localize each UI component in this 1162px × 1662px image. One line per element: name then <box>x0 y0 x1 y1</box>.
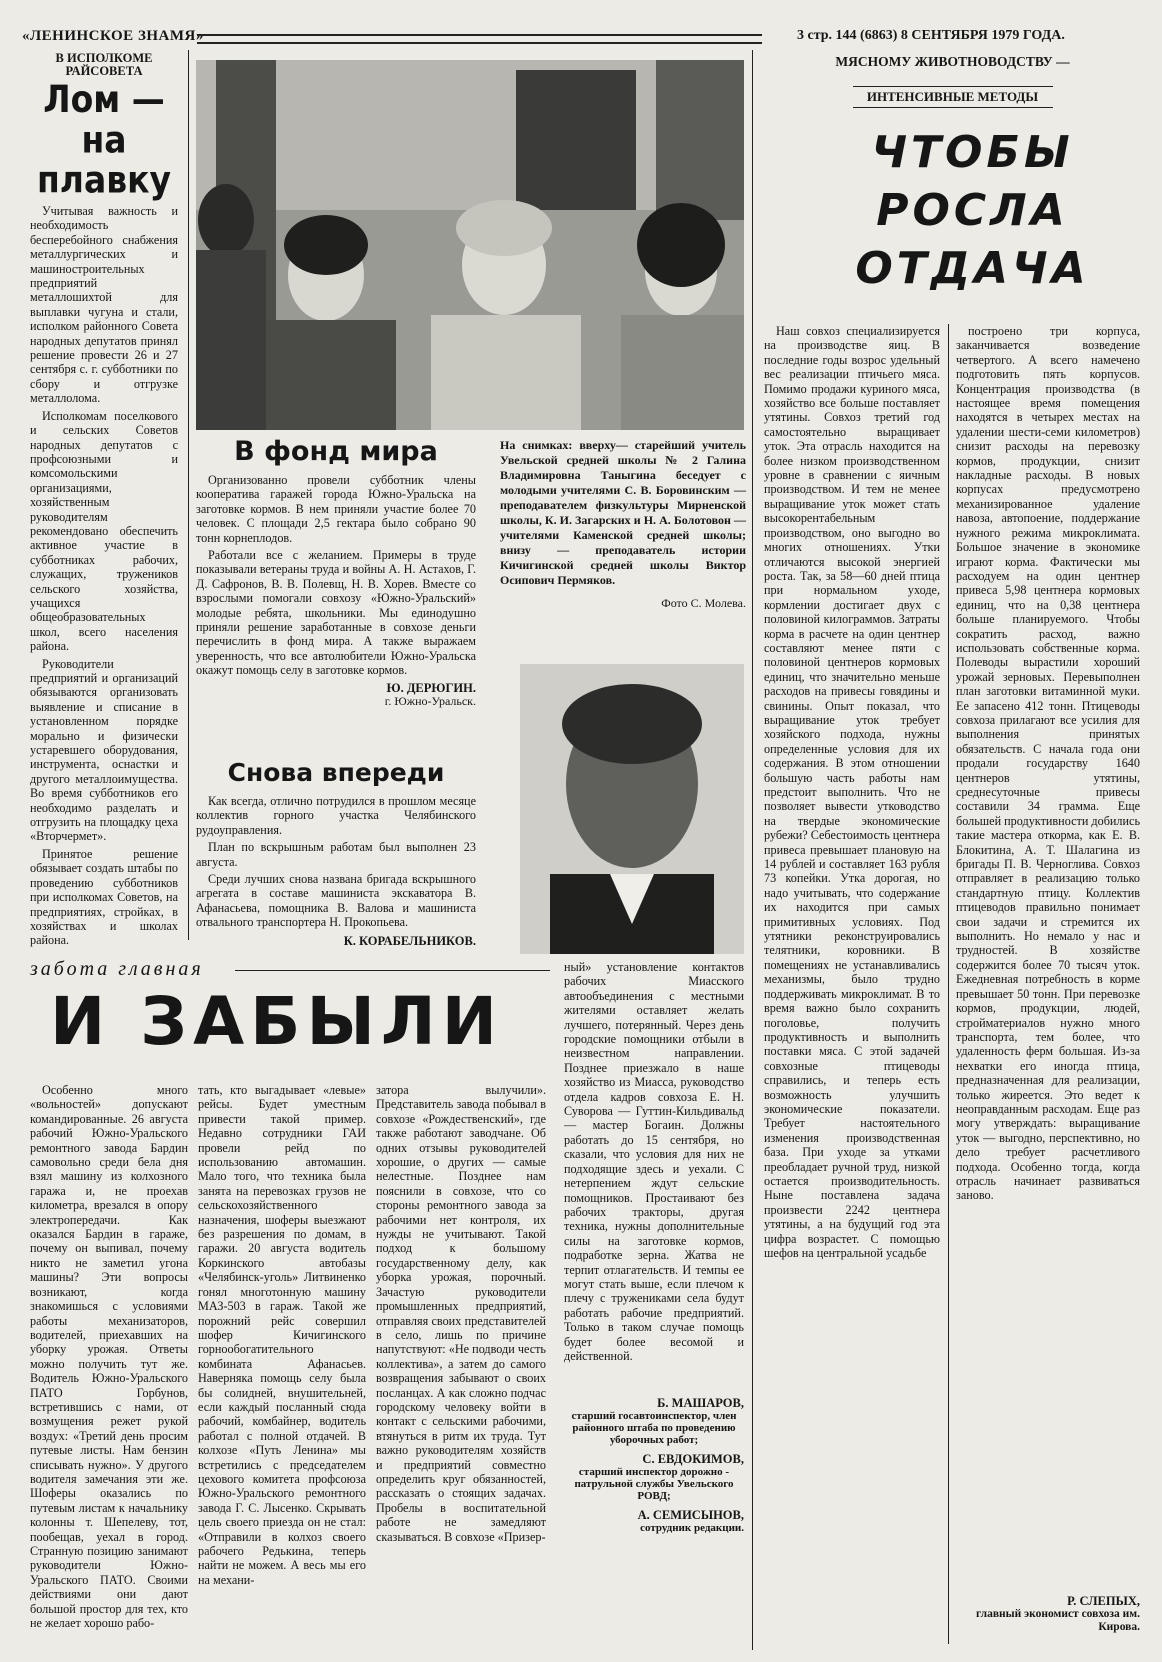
zabyli-col2-text: тать, кто выгадывает «левые» рейсы. Будет уместным привести такой пример. Недавно сотрудники ГАИ провели рейд по использованию автомашин. Мало того, что техника была занята на перевозках грузов не сельскохозяйственного назначения, шоферы выезжают без разрешения по домам, в гаражи. 20 августа водитель Коркинского автобазы «Челябинск-уголь» Литвиненко гонял многотонную машину МАЗ-503 в гараж. Такой же порожний рейс совершил шофер Кичигинского горнообогатительного комбината Афанасьев. Наверняка помощь селу была бы солидней, внушительней, если каждый посланный сюда рабочий, комбайнер, водитель работал с полной отдачей. В колхозе «Путь Ленина» мы встретились с председателем цехового комитета профсоюза Южно-Уральского ремонтного завода Г. С. Лысенко. Скрывать цель своего приезда он не стал: «Отправили в колхоз своего рабочего Редькина, теперь найти не можем. А весь мы его на механи- <box>198 1083 366 1587</box>
zabyli-rubric-row <box>30 958 550 982</box>
snova-author: К. КОРАБЕЛЬНИКОВ. <box>343 933 476 948</box>
fond-city: г. Южно-Уральск. <box>384 693 476 708</box>
zabyli-col3-text: затора вылучили». Представитель завода побывал в совхозе «Рождественский», где также работают заводчане. Об одних отзывы руководителей хорошие, о других — самые нелестные. Позднее нам пояснили в совхозе, что со стороны ремонтного завода за рабочими нет контроля, их нужды не учитывают. Такой подход к большому государственному делу, как уборка урожая, порочный. Зачастую руководители промышленных предприятий, отправляя своих представителей в село, лишь по причине напутствуют: «Не подводи честь коллектива», а затем до самого возвращения забывают о своих посланцах. А как сложно подчас городскому человеку войти в контакт с сельскими рабочими, втянуться в ритм их труда. Тут важно руководителям хозяйств и предприятий совместно определить круг обязанностей, рассказать о стоящих задачах. Пробелы в воспитательной работе не замедляют сказываться. В совхозе «Призер- <box>376 1083 546 1544</box>
photo-credit: Фото С. Молева. <box>661 596 746 610</box>
lom-paragraph: Учитывая важность и необходимость бесперебойного снабжения металлургических и машиностроительных предприятий металлошихтой для выплавки чугуна и стали, исполком районного Совета народных депутатов принял решение провести 26 и 27 сентября с. г. субботники по сбору и отгрузке металлолома. <box>30 204 178 406</box>
zabyli-sig-1: Б. МАШАРОВ, <box>657 1396 744 1410</box>
snova-body <box>196 794 476 930</box>
zabyli-col1-text: Особенно много «вольностей» допускают командированные. 26 августа рабочий Южно-Уральского ремонтного завода Бардин самовольно среди бела дня взял машину из колхозного гаража и, не проехав километра, врезался в опору электропередачи. Как оказался Бардин в гараже, почему он выпивал, почему никто не заметил угона машины? Эти вопросы возникают, когда знакомишься с условиями работы механизаторов, водителей, приехавших на уборку урожая. Ответы можно получить тут же. Водитель Южно-Уральского ПАТО Горбунов, встретившись с нами, от возмущения режет рукой воздух: «Третий день просим путевые листы. Нам бензин списывать нужно». У другого водителя замечания эти же. Шоферы оказались по путевым листам к начальнику колонны т. Шепелеву, тот, пообещав, уехал в город. Странную позицию занимают руководители Южно-Уральского ПАТО. Своими действиями они дают большой простор для тех, кто не желает хорошо рабо- <box>30 1083 188 1631</box>
snova-title: Снова впереди <box>227 758 445 787</box>
zabyli-title: И ЗАБЫЛИ <box>50 983 503 1060</box>
zabyli-signatures <box>564 1396 744 1534</box>
lom-article <box>30 52 178 951</box>
myaso-title-line-3: ОТДАЧА <box>855 243 1090 294</box>
lom-rubric: В ИСПОЛКОМЕ РАЙСОВЕТА <box>55 51 153 78</box>
myaso-title-line-1: ЧТОБЫ <box>871 127 1074 178</box>
fond-author: Ю. ДЕРЮГИН. <box>386 680 476 695</box>
zabyli-sig-3-role: сотрудник редакции. <box>640 1522 744 1534</box>
myaso-article <box>760 54 1145 312</box>
portrait-photo <box>520 664 744 954</box>
masthead-rule <box>197 34 762 44</box>
teachers-photo-image <box>196 60 744 430</box>
myaso-rubric-2: ИНТЕНСИВНЫЕ МЕТОДЫ <box>853 86 1053 108</box>
zabyli-rubric: забота главная <box>30 958 204 980</box>
photo-caption-block <box>500 438 746 611</box>
snova-article <box>196 758 476 948</box>
zabyli-col4-text: ный» установление контактов рабочих Миасского автообъединения с местными жителями оставляет желать лучшего, потерянный. Через день городские помощники отбыли в неизвестном направлении. Позднее приезжало в наше хозяйство из Миасса, руководство отдела кадров совхоза Е. Н. Суворова — Гуттин-Кильдивальд — мастер Богаин. Должны работать до 15 сентября, но сказали, что условия для них не подходящие здесь и уехали. С нетерпением ждут сельские помощников. Простаивают без рабочих тракторы, другая техника, нужны дополнительные силы на заготовке кормов, подработке зерна. Жатва не терпит отлагательств. И темпы ее могут стать выше, если плечом к плечу с тружениками села будут работать рабочие предприятий. Только в таком случае помощь будет более весомой и действенной. <box>564 960 744 1363</box>
myaso-author-role: главный экономист совхоза им. Кирова. <box>975 1608 1140 1633</box>
zabyli-sig-2-role: старший инспектор дорожно - патрульной службы Увельского РОВД; <box>574 1466 734 1502</box>
portrait-photo-image <box>520 664 744 954</box>
myaso-title-line-2: РОСЛА <box>876 185 1069 236</box>
fond-paragraph: Организованно провели субботник члены кооператива гаражей города Южно-Уральска на заготовке кормов. В нем приняли участие более 70 человек. С площади 2,5 гектара было собрано 90 тонн корнеплодов. <box>196 473 476 545</box>
photo-caption: На снимках: вверху— старейший учитель Увельской средней школы № 2 Галина Владимировна Таныгина беседует с молодыми учителями С. В. Боровинским — преподавателем физкультуры Мирненской школы, К. И. Загарских и Н. А. Болотовон —учителями Каменской средней школы; внизу — преподаватель истории Кичигинской средней школы Виктор Осипович Пермяков. <box>500 438 746 587</box>
column-divider <box>948 324 949 1644</box>
column-divider <box>752 50 753 1650</box>
lom-title: Лом — на плавку <box>36 77 172 202</box>
zabyli-sig-2: С. ЕВДОКИМОВ, <box>642 1452 744 1466</box>
fond-body <box>196 473 476 678</box>
zabyli-column-3 <box>376 1083 546 1658</box>
zabyli-column-1 <box>30 1083 188 1658</box>
lom-paragraph: Руководители предприятий и организаций обязываются организовать выявление и списание в установленном порядке морально и физически устаревшего оборудования, инструмента, оснастки и другого металлоимущества. Во время субботников его необходимо разделать и отгрузить на площадку цеха «Вторчермет». <box>30 656 178 844</box>
myaso-column-2 <box>956 324 1140 1594</box>
lom-paragraph: Исполкомам поселкового и сельских Советов народных депутатов с профсоюзными и комсомольскими организациями, хозяйственным руководителям рекомендовано обеспечить активное участие в субботниках рабочих, служащих, тружеников сельского хозяйства, учащихся общеобразовательных школ, всего населения района. <box>30 408 178 654</box>
zabyli-rubric-rule <box>235 970 550 971</box>
myaso-signature <box>956 1594 1140 1634</box>
teachers-photo <box>196 60 744 430</box>
issue-line: 3 стр. 144 (6863) 8 СЕНТЯБРЯ 1979 ГОДА. <box>797 28 1065 43</box>
snova-paragraph: Среди лучших снова названа бригада вскрышного агрегата в составе машиниста экскаватора В. Афанасьева, помощника В. Валова и машиниста отвального транспортера Н. Прокопьева. <box>196 872 476 930</box>
fond-paragraph: Работали все с желанием. Примеры в труде показывали ветераны труда и войны А. Н. Астахов, Г. Д. Сафронов, В. В. Полевщ, Н. В. Хорев. Вместе со взрослыми помогали совхозу «Южно-Уральский» молодые ребята, школьники. Мы единодушно приняли решение заработанные в совхозе деньги перечислить в фонд мира. А также выражаем уверенность, что все автолюбители Южно-Уральска окажут помощь селу в заготовке кормов. <box>196 548 476 678</box>
myaso-title <box>800 124 1145 298</box>
fond-article <box>196 436 476 708</box>
masthead <box>22 28 1142 48</box>
column-divider <box>188 50 189 940</box>
myaso-col1-text: Наш совхоз специализируется на производстве яиц. В последние годы возрос удельный вес реализации птичьего мяса. Помимо продажи куриного мяса, хозяйство все больше поставляет утятины. Совхоз третий год самостоятельно выращивает уток. Эта отрасль находится на более низком производственном уровне в сравнении с яичным производством. И тем не менее выращивание уток может стать высокорентабельным производством, оно выгодно во многих отношениях. Утки отличаются высокой энергией роста. Так, за 58—60 дней птица при нормальном уходе, кормлении достигает двух с половиной килограммов. Затраты корма в расчете на один центнер составляют менее пяти с половиной центнеров кормовых единиц, что значительно меньше расходов на привесы говядины и свинины. Опыт показал, что выращивание уток требует хозяйского подхода, нужны определенные условия для их содержания. В этом отношении большую часть работы нам предстоит выполнить. Что не позволяет вывести утководство на твердые экономические рубежи? Себестоимость центнера привеса превышает плановую на 14 рублей и составляет 163 рубля 73 копейки. Утка дорогая, но надо учитывать, что содержание их находится при самых примитивных условиях. Под утятники реконструировались телятники, коровники. В помещениях не устанавливались механизмы, было трудно поддерживать микроклимат. В то время важно было сохранить поголовье, получить продуктивность и выполнить поставки мяса. С этой задачей совхозные птицеводы справились, и теперь есть возможность улучшить экономические показатели. Требует настоятельного изменения производственная база. При уходе за утками преобладает ручной труд, низкой остается производительность. Ныне поставлена задача произвести 2242 центнера утятины, а на будущий год эта цифра возрастет. С помощью шефов на центральной усадьбе <box>764 324 940 1260</box>
lom-body <box>30 204 178 948</box>
myaso-column-1 <box>764 324 940 1654</box>
zabyli-sig-1-role: старший госавтоинспектор, член районного штаба по проведению уборочных работ; <box>571 1410 737 1446</box>
zabyli-header <box>30 958 550 1062</box>
snova-paragraph: Как всегда, отлично потрудился в прошлом месяце коллектив горного участка Челябинского рудоуправления. <box>196 794 476 837</box>
snova-paragraph: План по вскрышным работам был выполнен 23 августа. <box>196 840 476 869</box>
newspaper-name: «ЛЕНИНСКОЕ ЗНАМЯ» <box>22 28 204 44</box>
myaso-author: Р. СЛЕПЫХ, <box>1067 1594 1140 1608</box>
zabyli-sig-3: А. СЕМИСЫНОВ, <box>637 1508 744 1522</box>
myaso-col2-text: построено три корпуса, заканчивается возведение четвертого. А всего намечено подготовить пять корпусов. Концентрация производства (в настоящее время помещения находятся в четырех местах на удалении шести-семи километров) снизит расходы на перевозку кормов, продукции, снизит накладные расходы. В новых корпусах предусмотрено механизированное удаление навоза, автопоение, поддержание нужного режима микроклимата. Большое значение в экономике играют корма. Фактически мы расходуем на один центнер привеса 5,98 центнера кормовых единиц, что на 0,38 центнера больше планируемого. Чтобы сократить расход, важно использовать собственные корма. Полеводы вырастили хороший урожай зерновых. Перевыполнен план заготовки витаминной муки. Ее запасено 412 тонн. Птицеводы совхоза прилагают все усилия для выполнения принятых обязательств. С начала года они продали государству 1640 центнеров утятины, среднесуточные привесы составили 34 грамма. Еще большей продуктивности добились такие мастера откорма, как Е. В. Блокитина, А. Т. Шалагина из бригады П. В. Черноглива. Совхоз отправляет в реализацию только стандартную птицу. Коллектив птицеводов правильно понимает свои задачи и стремится их выполнить. Но немало у нас и трудностей. В хозяйстве содержится более 70 тысяч уток. Ежедневная потребность в корме превышает 50 тонн. При перевозке кормов, продукции, людей, стройматериалов нужно много транспорта, тем более, что удаленность ферм большая. Из-за нехватки его иногда птица, предназначенная для реализации, только жиреется. Это ведет к неоправданным расходам. Еще раз могу утверждать: выращивание уток — выгодно, перспективно, но дело требует расчетливого подхода. Особенно тогда, когда отрасль начинает развиваться заново. <box>956 324 1140 1203</box>
myaso-rubric-1: МЯСНОМУ ЖИВОТНОВОДСТВУ — <box>835 54 1070 69</box>
zabyli-column-4 <box>564 960 744 1392</box>
zabyli-column-2 <box>198 1083 366 1658</box>
fond-title: В фонд мира <box>234 436 438 467</box>
lom-paragraph: Принятое решение обязывает создать штабы по проведению субботников при исполкомах Советов, на предприятиях, стройках, в хозяйствах и школах района. <box>30 846 178 948</box>
